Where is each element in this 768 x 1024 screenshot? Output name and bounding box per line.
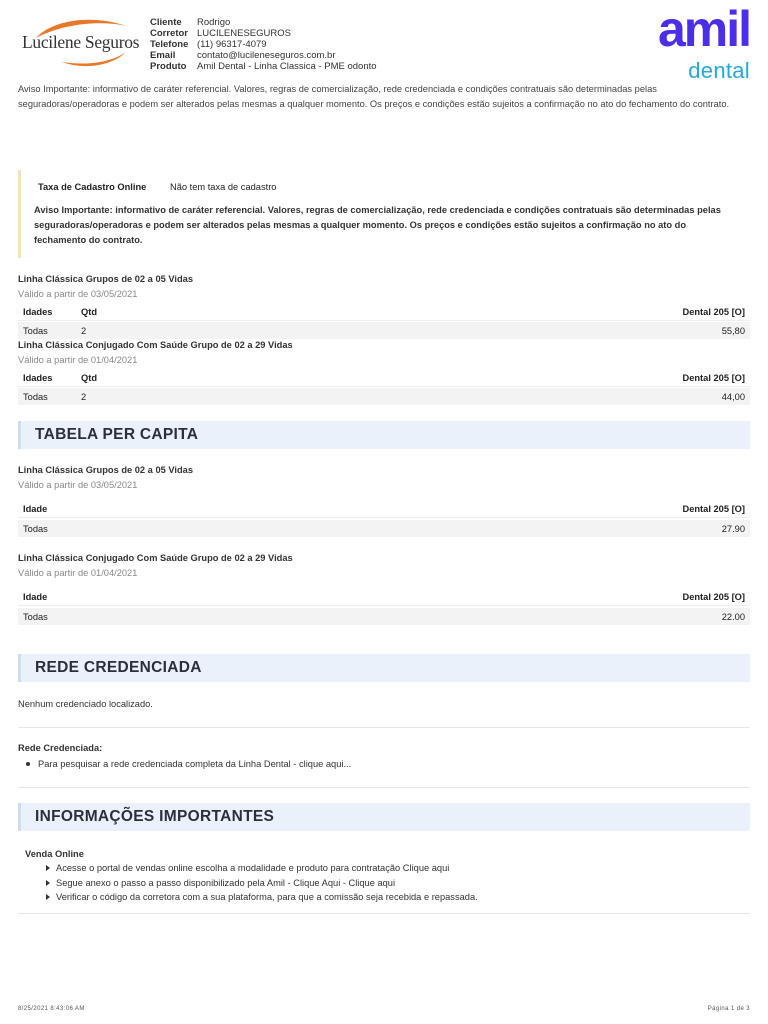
broker-logo-text: Lucilene Seguros <box>22 32 140 52</box>
cadastro-note: Aviso Importante: informativo de caráter referencial. Valores, regras de comercialização, rede credenciada e condições contratuais são determinadas pelas seguradoras/operadoras e podem ser alterados pelas mesmas a qualquer momento. Os preços e condições estão sujeitos a confirmação no ato do fechamento do contrato. <box>34 205 721 245</box>
cadastro-row <box>34 182 734 192</box>
table-header-row <box>18 304 750 321</box>
section-per-capita <box>18 421 750 449</box>
section-rede-credenciada <box>18 654 750 682</box>
col-idade: Idade <box>23 592 48 602</box>
email-value: contato@lucileneseguros.com.br <box>197 50 336 61</box>
section-informacoes <box>18 803 750 831</box>
plan-title: Linha Clássica Conjugado Com Saúde Grupo de 02 a 29 Vidas <box>18 553 293 563</box>
phone-value: (11) 96317-4079 <box>197 39 267 50</box>
list-item[interactable] <box>26 757 351 772</box>
rede-link[interactable]: Para pesquisar a rede credenciada completa da Linha Dental - clique aqui... <box>38 759 352 770</box>
dental-logo-text: dental <box>688 58 750 83</box>
cadastro-label: Taxa de Cadastro Online <box>38 182 147 192</box>
amil-logo-text: amil <box>657 1 750 57</box>
bullet-dot-icon <box>26 762 30 766</box>
col-idades: Idades <box>23 307 53 317</box>
product-value: Amil Dental - Linha Classica - PME odonto <box>197 61 377 72</box>
table-header-row <box>18 501 750 518</box>
plan-title: Linha Clássica Conjugado Com Saúde Grupo de 02 a 29 Vidas <box>18 340 293 350</box>
col-dental: Dental 205 [O] <box>682 307 745 317</box>
plan-valid-date: Válido a partir de 03/05/2021 <box>18 289 138 299</box>
rede-subtitle: Rede Credenciada: <box>18 743 103 753</box>
info-item[interactable]: Segue anexo o passo a passo disponibilizado pela Amil - Clique Aqui - Clique aqui <box>56 877 396 888</box>
caret-right-icon <box>46 894 50 900</box>
table-row <box>18 388 750 405</box>
product-label: Produto <box>150 61 187 72</box>
cell-price: 55,80 <box>721 325 745 336</box>
cell-idades: Todas <box>23 391 48 402</box>
divider <box>18 727 750 728</box>
col-dental: Dental 205 [O] <box>682 592 745 602</box>
section-title: TABELA PER CAPITA <box>35 426 199 443</box>
caret-right-icon <box>46 865 50 871</box>
cell-price: 27.90 <box>721 523 745 534</box>
section-title: INFORMAÇÕES IMPORTANTES <box>35 808 275 825</box>
col-qtd: Qtd <box>81 373 98 383</box>
list-item[interactable] <box>24 861 478 876</box>
cadastro-value: Não tem taxa de cadastro <box>170 182 277 192</box>
amil-dental-logo <box>624 1 750 84</box>
list-item[interactable] <box>24 890 478 905</box>
phone-label: Telefone <box>150 39 189 50</box>
list-item[interactable] <box>24 876 478 891</box>
col-idades: Idades <box>23 373 53 383</box>
table-header-row <box>18 589 750 606</box>
rede-none-found: Nenhum credenciado localizado. <box>18 699 153 709</box>
col-idade: Idade <box>23 504 48 514</box>
col-dental: Dental 205 [O] <box>682 373 745 383</box>
client-label: Cliente <box>150 17 182 28</box>
divider <box>18 913 750 914</box>
client-info <box>150 17 377 72</box>
col-qtd: Qtd <box>81 307 98 317</box>
col-dental: Dental 205 [O] <box>682 504 745 514</box>
page-header <box>18 1 750 83</box>
table-row <box>18 608 750 625</box>
cadastro-box <box>18 170 750 258</box>
plan-valid-date: Válido a partir de 01/04/2021 <box>18 568 138 578</box>
email-label: Email <box>150 50 176 61</box>
info-subtitle: Venda Online <box>25 849 84 859</box>
broker-label: Corretor <box>150 28 189 39</box>
broker-value: LUCILENESEGUROS <box>197 28 291 39</box>
disclaimer-top: Aviso Importante: informativo de caráter referencial. Valores, regras de comercialização, rede credenciada e condições contratuais são determinadas pelas seguradoras/operadoras e podem ser alterados pelas mesmas a qualquer momento. Os preços e condições estão sujeitos a confirmação no ato do fechamento do contrato. <box>18 84 730 109</box>
cell-idades: Todas <box>23 325 48 336</box>
rede-list <box>26 757 351 772</box>
table-row <box>18 520 750 537</box>
cell-price: 22.00 <box>721 611 745 622</box>
info-item[interactable]: Verificar o código da corretora com a sua plataforma, para que a comissão seja recebida e repassada. <box>56 892 478 903</box>
client-value: Rodrigo <box>197 17 231 28</box>
info-list <box>24 861 478 905</box>
cell-idade: Todas <box>23 523 48 534</box>
cell-qtd: 2 <box>81 391 87 402</box>
plan-valid-date: Válido a partir de 01/04/2021 <box>18 355 138 365</box>
section-title: REDE CREDENCIADA <box>35 659 202 676</box>
table-header-row <box>18 370 750 387</box>
cell-price: 44,00 <box>721 391 745 402</box>
cell-idade: Todas <box>23 611 48 622</box>
footer-timestamp: 8/25/2021 8:43:06 AM <box>18 1006 85 1012</box>
plan-title: Linha Clássica Grupos de 02 a 05 Vidas <box>18 465 193 475</box>
plan-valid-date: Válido a partir de 03/05/2021 <box>18 480 138 490</box>
divider <box>18 787 750 788</box>
table-row <box>18 322 750 339</box>
info-item[interactable]: Acesse o portal de vendas online escolha a modalidade e produto para contratação Clique aqui <box>56 863 450 874</box>
caret-right-icon <box>46 880 50 886</box>
plan-title: Linha Clássica Grupos de 02 a 05 Vidas <box>18 274 193 284</box>
footer-page-number: Página 1 de 3 <box>707 1006 750 1012</box>
cell-qtd: 2 <box>81 325 87 336</box>
